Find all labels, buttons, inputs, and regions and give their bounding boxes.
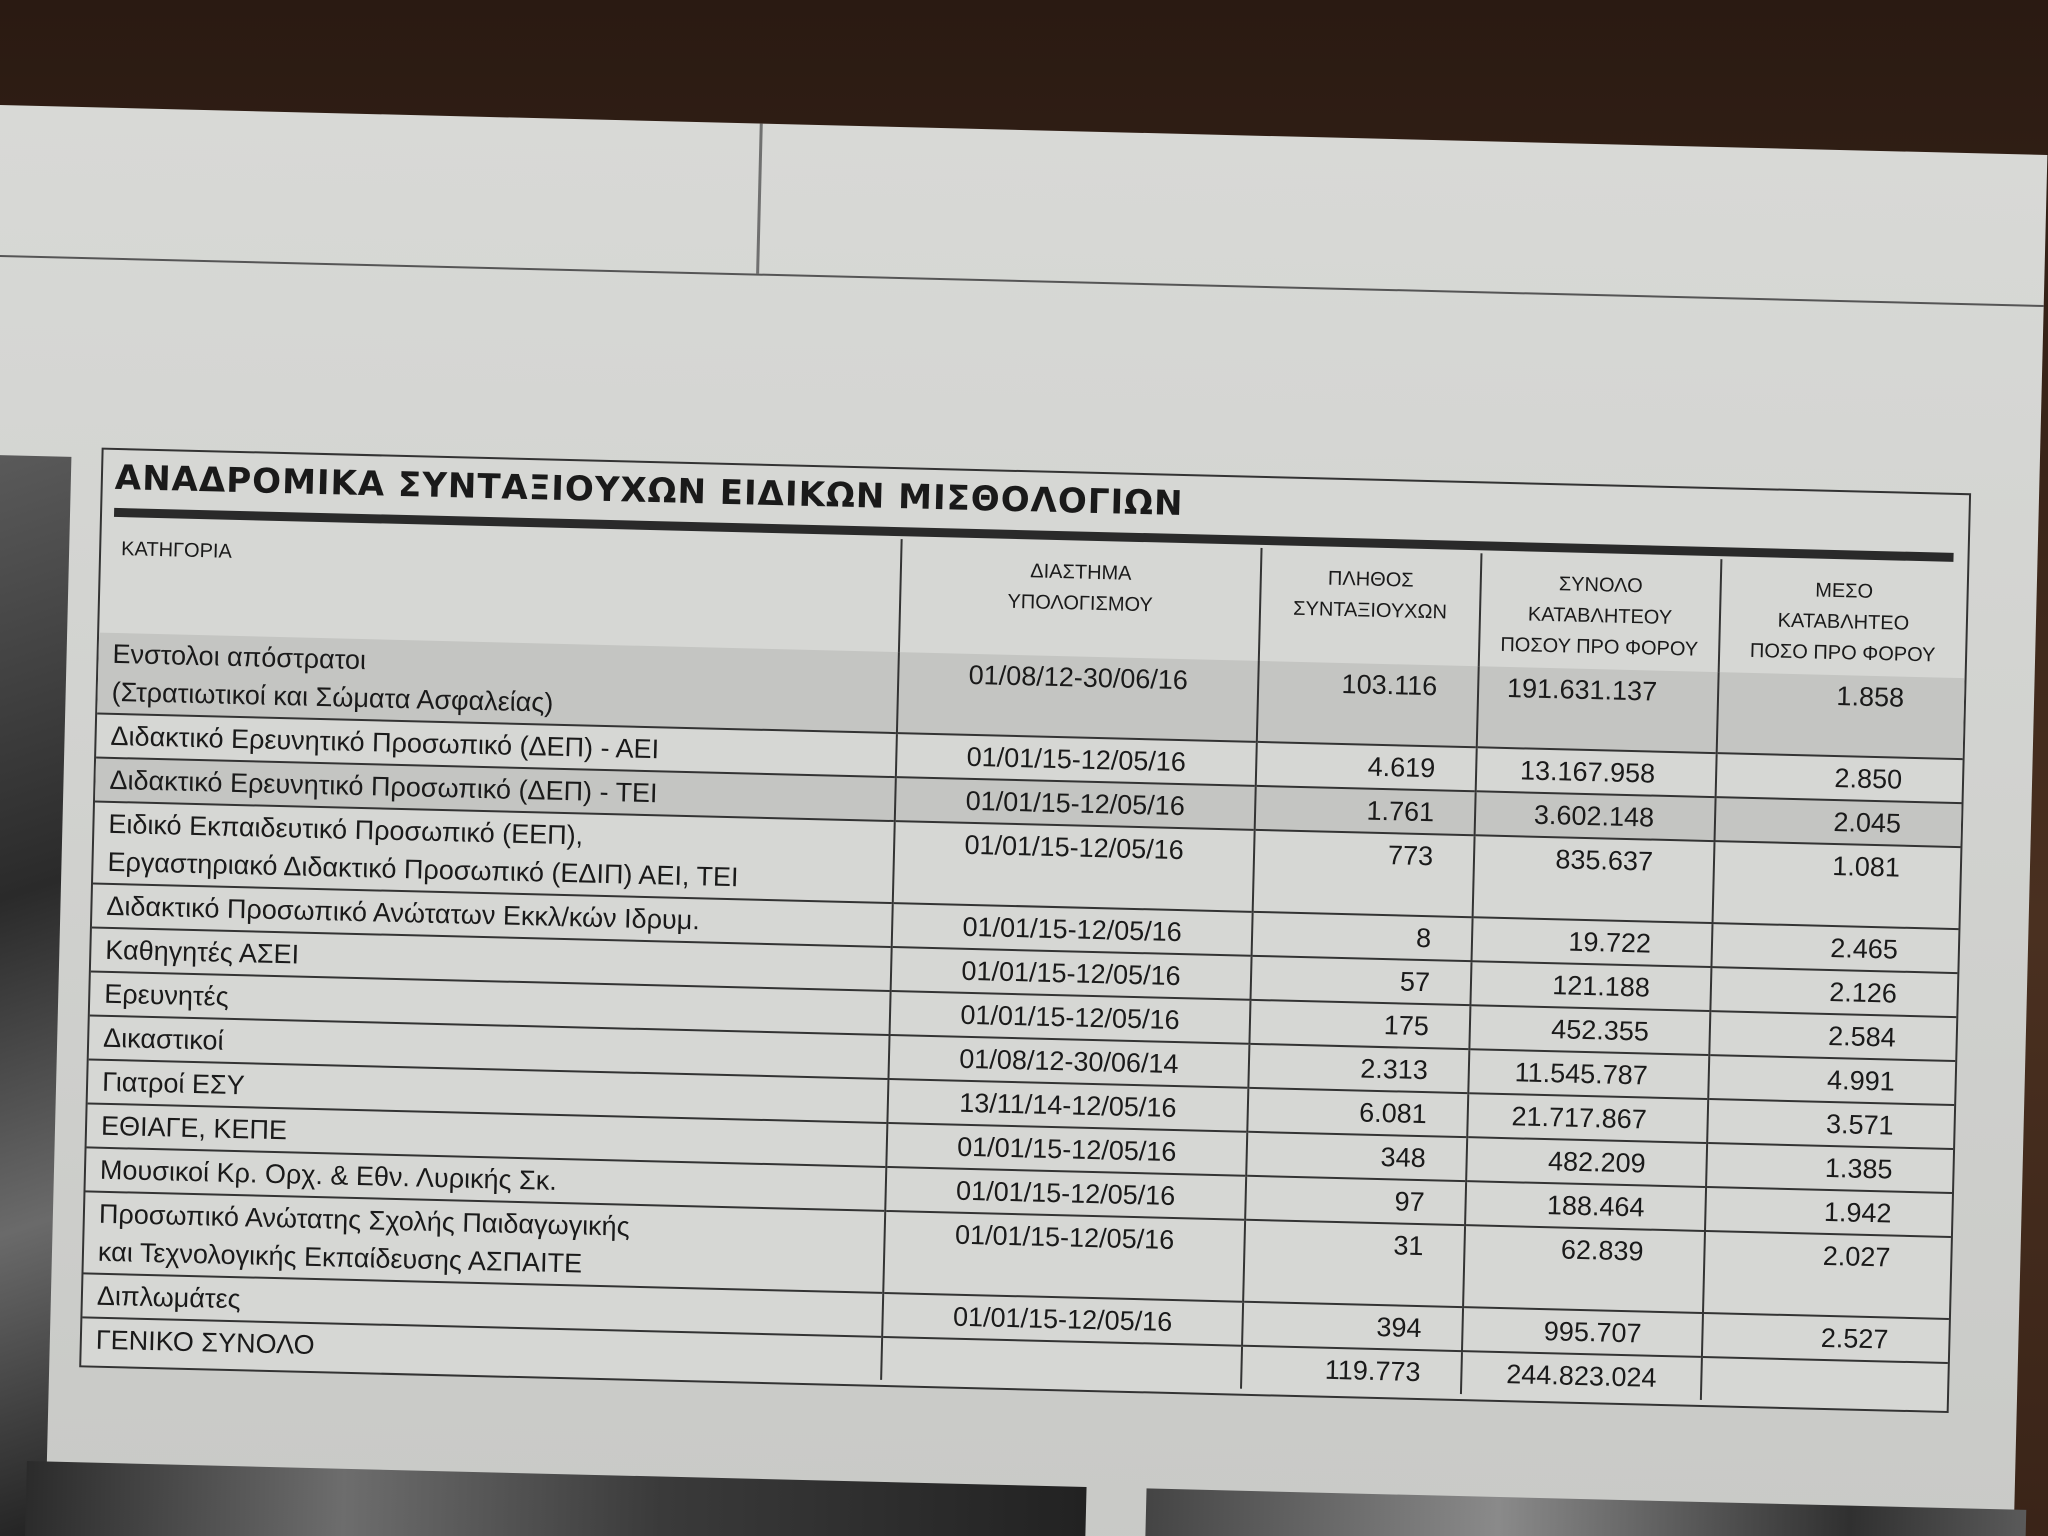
row-category-line-1: Ερευνητές bbox=[103, 978, 230, 1012]
row-count: 175 bbox=[1249, 1000, 1470, 1049]
row-count: 6.081 bbox=[1247, 1088, 1468, 1137]
row-count: 103.116 bbox=[1257, 661, 1479, 747]
row-period: 01/01/15-12/05/16 bbox=[890, 991, 1251, 1044]
row-average: 3.571 bbox=[1707, 1099, 1954, 1149]
row-period: 01/01/15-12/05/16 bbox=[886, 1123, 1247, 1176]
header-count: ΠΛΗΘΟΣ ΣΥΝΤΑΞΙΟΥΧΩΝ bbox=[1259, 548, 1482, 666]
row-category-line-1: Δικαστικοί bbox=[102, 1022, 224, 1056]
row-category-line-1: Διδακτικό Ερευνητικό Προσωπικό (ΔΕΠ) - ΑΕΙ bbox=[110, 720, 660, 765]
row-count: 773 bbox=[1253, 830, 1475, 917]
row-period: 01/01/15-12/05/16 bbox=[882, 1293, 1243, 1346]
data-table-box bbox=[79, 448, 1971, 1413]
row-period: 01/01/15-12/05/16 bbox=[883, 1211, 1245, 1302]
row-category-line-1: Καθηγητές ΑΣΕΙ bbox=[105, 934, 300, 970]
row-count: 394 bbox=[1242, 1302, 1463, 1351]
row-count: 97 bbox=[1245, 1176, 1466, 1225]
row-average: 2.527 bbox=[1702, 1313, 1949, 1363]
grand-total-amount: 244.823.024 bbox=[1461, 1351, 1702, 1400]
row-average: 2.584 bbox=[1709, 1011, 1956, 1061]
photo-fragment-bottom-left bbox=[24, 1461, 1087, 1536]
row-total: 452.355 bbox=[1469, 1005, 1710, 1055]
row-period: 01/01/15-12/05/16 bbox=[895, 777, 1256, 830]
row-period: 13/11/14-12/05/16 bbox=[887, 1079, 1248, 1132]
grand-total-label: ΓΕΝΙΚΟ ΣΥΝΟΛΟ bbox=[81, 1317, 882, 1380]
row-average: 2.027 bbox=[1703, 1231, 1951, 1319]
row-total: 19.722 bbox=[1472, 917, 1713, 967]
row-total: 62.839 bbox=[1463, 1225, 1705, 1313]
table-title: ΑΝΑΔΡΟΜΙΚΑ ΣΥΝΤΑΞΙΟΥΧΩΝ ΕΙΔΙΚΩΝ ΜΙΣΘΟΛΟΓΙΩΝ bbox=[114, 457, 1184, 525]
row-total: 482.209 bbox=[1466, 1137, 1707, 1187]
row-period: 01/08/12-30/06/14 bbox=[888, 1035, 1249, 1088]
newspaper-page bbox=[0, 105, 2047, 1536]
header-category: ΚΑΤΗΓΟΡΙΑ bbox=[120, 538, 233, 563]
row-total: 21.717.867 bbox=[1467, 1093, 1708, 1143]
data-table bbox=[81, 520, 1967, 1406]
row-average: 1.081 bbox=[1713, 841, 1961, 929]
row-count: 4.619 bbox=[1256, 742, 1477, 791]
row-category-line-1: ΕΘΙΑΓΕ, ΚΕΠΕ bbox=[100, 1110, 288, 1146]
row-average: 2.045 bbox=[1715, 797, 1962, 847]
photo-fragment-left bbox=[0, 455, 71, 1536]
row-count: 1.761 bbox=[1255, 786, 1476, 835]
row-average: 1.385 bbox=[1706, 1143, 1953, 1193]
row-category-line-2: (Στρατιωτικοί και Σώματα Ασφαλείας) bbox=[111, 676, 554, 718]
row-category-line-1: Διδακτικό Προσωπικό Ανώτατων Εκκλ/κών Ιδρυμ. bbox=[106, 890, 701, 936]
row-category-line-1: Ενστολοι απόστρατοι bbox=[112, 638, 367, 676]
row-category-line-1: Μουσικοί Κρ. Ορχ. & Εθν. Λυρικής Σκ. bbox=[99, 1154, 558, 1196]
row-category-line-2: και Τεχνολογικής Εκπαίδευσης ΑΣΠΑΙΤΕ bbox=[97, 1236, 583, 1279]
row-count: 348 bbox=[1246, 1132, 1467, 1181]
row-period: 01/01/15-12/05/16 bbox=[892, 903, 1253, 956]
row-total: 995.707 bbox=[1462, 1307, 1703, 1357]
row-count: 2.313 bbox=[1248, 1044, 1469, 1093]
row-category-line-1: Διπλωμάτες bbox=[96, 1280, 241, 1315]
row-total: 191.631.137 bbox=[1477, 666, 1719, 753]
row-category-line-1: Διδακτικό Ερευνητικό Προσωπικό (ΔΕΠ) - ΤΕΙ bbox=[109, 764, 658, 809]
row-category-line-2: Εργαστηριακό Διδακτικό Προσωπικό (ΕΔΙΠ) ΑΕΙ, ΤΕΙ bbox=[107, 846, 739, 893]
row-count: 8 bbox=[1252, 912, 1473, 961]
row-total: 835.637 bbox=[1473, 835, 1715, 923]
row-average: 1.942 bbox=[1705, 1187, 1952, 1237]
row-total: 13.167.958 bbox=[1476, 747, 1717, 797]
row-average: 2.126 bbox=[1710, 967, 1957, 1017]
row-total: 121.188 bbox=[1470, 961, 1711, 1011]
row-total: 188.464 bbox=[1465, 1181, 1706, 1231]
header-average: ΜΕΣΟ ΚΑΤΑΒΛΗΤΕΟ ΠΟΣΟ ΠΡΟ ΦΟΡΟΥ bbox=[1719, 559, 1968, 678]
grand-total-count: 119.773 bbox=[1241, 1346, 1462, 1394]
row-period: 01/08/12-30/06/16 bbox=[897, 652, 1259, 742]
header-period: ΔΙΑΣΤΗΜΑ ΥΠΟΛΟΓΙΣΜΟΥ bbox=[899, 539, 1262, 661]
grand-total-period bbox=[881, 1337, 1242, 1389]
row-period: 01/01/15-12/05/16 bbox=[885, 1167, 1246, 1220]
header-total: ΣΥΝΟΛΟ ΚΑΤΑΒΛΗΤΕΟΥ ΠΟΣΟΥ ΠΡΟ ΦΟΡΟΥ bbox=[1479, 553, 1722, 672]
grand-total-average bbox=[1701, 1357, 1948, 1406]
row-period: 01/01/15-12/05/16 bbox=[893, 821, 1255, 912]
row-average: 4.991 bbox=[1708, 1055, 1955, 1105]
row-total: 11.545.787 bbox=[1468, 1049, 1709, 1099]
row-period: 01/01/15-12/05/16 bbox=[891, 947, 1252, 1000]
row-total: 3.602.148 bbox=[1475, 791, 1716, 841]
row-period: 01/01/15-12/05/16 bbox=[896, 733, 1257, 786]
row-average: 2.465 bbox=[1711, 923, 1958, 973]
photo-fragment-bottom-right bbox=[1144, 1488, 2027, 1536]
row-category-line-1: Ειδικό Εκπαιδευτικό Προσωπικό (ΕΕΠ), bbox=[108, 808, 584, 851]
page-rule bbox=[0, 255, 2044, 307]
row-average: 2.850 bbox=[1716, 753, 1963, 803]
row-category-line-1: Προσωπικό Ανώτατης Σχολής Παιδαγωγικής bbox=[98, 1198, 631, 1242]
fold-line bbox=[756, 124, 763, 274]
row-count: 31 bbox=[1243, 1220, 1465, 1307]
row-category-line-1: Γιατροί ΕΣΥ bbox=[101, 1066, 246, 1101]
row-average: 1.858 bbox=[1717, 672, 1965, 759]
row-count: 57 bbox=[1251, 956, 1472, 1005]
